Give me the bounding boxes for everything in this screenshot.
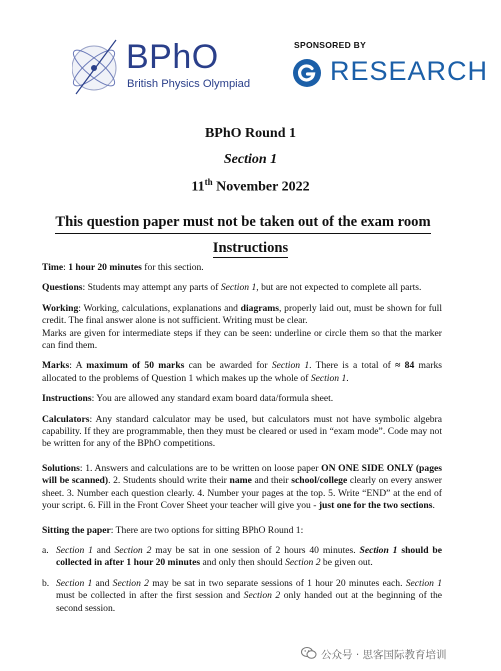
working-paragraph: Working: Working, calculations, explanations and diagrams, properly laid out, must be shown for full credit. The final answer alone is not sufficient. Writing must be clear. xyxy=(42,302,443,327)
time-paragraph: Time: 1 hour 20 minutes for this section. xyxy=(42,262,204,273)
option-b: b. Section 1 and Section 2 may be sat in two separate sessions of 1 hour 20 minutes each. Section 1 must be collected in after the first session and Section 2 only handed out at the beginning of the second session. xyxy=(42,577,443,614)
wechat-watermark xyxy=(301,644,497,664)
sponsor-logo-text: RESEARCH xyxy=(330,56,489,86)
working-marks-note: Marks are given for intermediate steps if they can be seen: underline or circle them so that the marker can find them. xyxy=(42,327,442,352)
sitting-paragraph: Sitting the paper: There are two options for sitting BPhO Round 1: xyxy=(42,524,304,536)
solutions-paragraph: Solutions: 1. Answers and calculations are to be written on loose paper ON ONE SIDE ONLY (pages will be scanned). 2. Students should write their name and their school/college clearly on every answer sheet. 3. Number each question clearly. 4. Number your pages at the top. 5. Write “END” at the end of your script. 6. Fill in the Front Cover Sheet your teacher will give you - just one for the two sections. xyxy=(42,462,442,512)
exam-room-warning: This question paper must not be taken out of the exam room xyxy=(47,214,439,234)
bpho-logo-text: BPhO xyxy=(126,38,219,76)
instructions-heading: Instructions xyxy=(212,240,289,256)
exam-round-title: BPhO Round 1 xyxy=(204,126,297,141)
wechat-icon xyxy=(301,646,317,660)
instructions-body xyxy=(42,262,442,623)
exam-section-title: Section 1 xyxy=(223,152,278,167)
header-logos xyxy=(0,0,501,110)
marks-paragraph: Marks: A maximum of 50 marks can be awarded for Section 1. There is a total of ≈ 84 marks allocated to the problems of Question 1 which makes up the whole of Section 1. xyxy=(42,360,442,384)
g-research-icon xyxy=(292,58,322,88)
option-a: a. Section 1 and Section 2 may be sat in one session of 2 hours 40 minutes. Section 1 should be collected in after 1 hour 20 minutes and only then should Section 2 be given out. xyxy=(42,544,443,569)
sponsor-label: SPONSORED BY xyxy=(294,40,367,50)
watermark-text: 公众号 · 思客国际教育培训 xyxy=(321,649,447,661)
sitting-options-list xyxy=(42,545,442,615)
questions-paragraph: Questions: Students may attempt any parts of Section 1, but are not expected to complete all parts. xyxy=(42,282,422,294)
calculators-paragraph: Calculators: Any standard calculator may be used, but calculators must not have symbolic algebra capability. If they are programmable, then they must be cleared or used in “exam mode”. Code may not be written for any of the BPhO competitions. xyxy=(42,413,442,450)
bpho-logo-subtitle: British Physics Olympiad xyxy=(127,78,251,90)
exam-date: 11th November 2022 xyxy=(191,177,310,195)
instructions-paragraph: Instructions: You are allowed any standard exam board data/formula sheet. xyxy=(42,393,334,405)
